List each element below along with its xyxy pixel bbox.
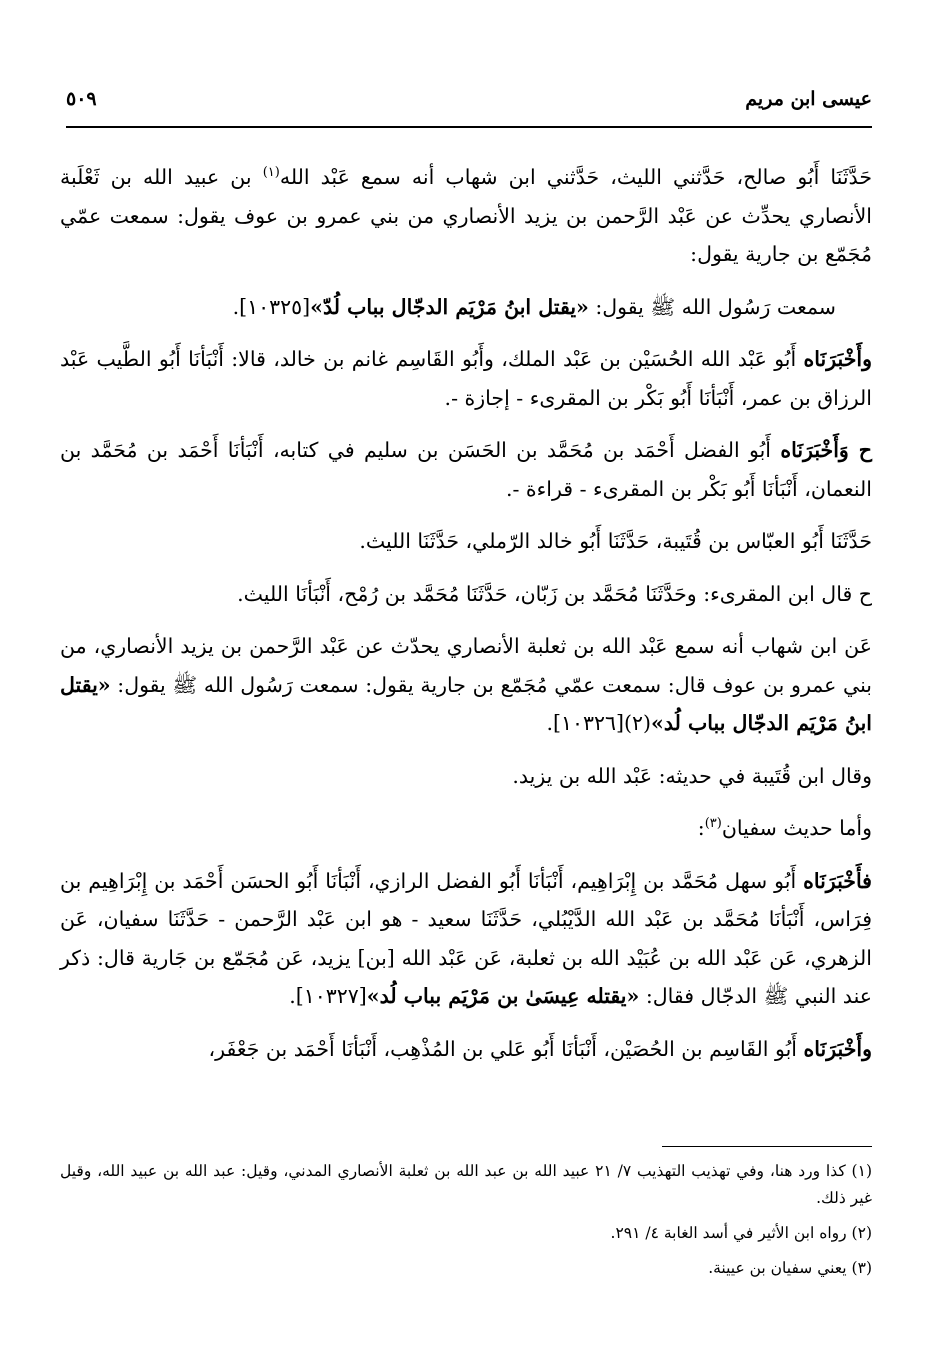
hadith-quote: «يقتله عِيسَىٰ بن مَرْيَم بباب لُد»: [366, 984, 640, 1008]
running-title: عيسى ابن مريم: [745, 88, 872, 110]
paragraph: [60, 522, 872, 561]
paragraph-text: حَدَّثَنَا أَبُو صالح، حَدَّثني الليث، حَدَّثني ابن شهاب أنه سمع عَبْد الله: [279, 165, 872, 189]
paragraph-text-cont: بن عبيد الله بن ثَعْلَبة الأنصاري يحدِّث عن عَبْد الرَّحمن بن يزيد الأنصاري من بني عمرو بن عوف يقول: سمعت عمّي مُجَمّع بن جارية يقول:: [60, 165, 872, 266]
footnote-ref: (١): [262, 165, 280, 181]
footnote-ref: (٣): [704, 816, 722, 832]
paragraph-lead: فأَخْبَرَنَاه: [803, 868, 872, 893]
paragraph-text: وأما حديث سفيان: [721, 816, 872, 840]
paragraph-text: أَبُو سهل مُحَمَّد بن إِبْرَاهِيم، أَنْبَأنَا أَبُو الفضل الرازي، أَنْبَأنَا أَبُو الحسَن أَحْمَد بن إِبْرَاهِيم بن فِرَاس، أَنْبَأنَا مُحَمَّد بن عَبْد الله الدَّيْبُلي، حَدَّثَنَا سعيد - هو ابن عَبْد الرَّحمن - حَدَّثَنَا سفيان، عَن الزهري، عَن عَبْد الله بن عُبَيْد الله بن ثعلبة، عَن عَبْد الله [بن] يزيد، عَن مُجَمّع بن جَارية قال: ذكر عند النبي ﷺ الدجّال فقال:: [60, 868, 872, 1008]
paragraph-text: أَبُو القَاسِم بن الحُصَيْن، أَنْبَأنَا أَبُو عَلي بن المُذْهِب، أَنْبَأنَا أَحْمَد بن جَعْفَر،: [208, 1036, 804, 1061]
footnote: [60, 1158, 872, 1212]
page-number: ٥٠٩: [66, 88, 97, 110]
main-text: [60, 158, 872, 1082]
paragraph-lead: وأَخْبَرَنَاه: [803, 347, 872, 371]
hadith-number: (٢)[١٠٣٢٦].: [546, 711, 652, 735]
hadith-quote: «يقتل ابنُ مَرْيَم الدجّال بباب لُدّ»: [310, 294, 589, 319]
hadith-number: [١٠٣٢٥].: [232, 294, 311, 319]
footnote: [60, 1255, 872, 1282]
paragraph-lead: ح وَأَخْبَرَنَاه: [780, 438, 872, 462]
paragraph-text: أَبُو الفضل أَحْمَد بن مُحَمَّد بن الحَسَن بن سليم في كتابه، أَنْبَأنَا أَحْمَد بن مُحَمَّد بن النعمان، أَنْبَأنَا أَبُو بَكْر بن المقرىء - قراءة -.: [60, 438, 872, 501]
footnote-number: (١): [851, 1162, 872, 1180]
paragraph: [60, 158, 872, 274]
paragraph: [60, 340, 872, 417]
footnote-text: رواه ابن الأثير في أسد الغابة ٤/ ٢٩١.: [610, 1224, 847, 1242]
hadith-number: [١٠٣٢٧].: [289, 984, 367, 1008]
footnote-number: (٢): [851, 1224, 872, 1242]
paragraph: [60, 1030, 872, 1069]
footnote: [60, 1220, 872, 1247]
paragraph-text: حَدَّثَنَا أَبُو العبّاس بن قُتَيبة، حَدَّثَنَا أَبُو خالد الرّملي، حَدَّثَنَا الليث.: [359, 529, 872, 553]
hadith-quote: «يقتل ابنُ مَرْيَم الدجّال بباب لُد»: [60, 672, 872, 735]
paragraph-text: عَن ابن شهاب أنه سمع عَبْد الله بن ثعلبة الأنصاري يحدّث عن عَبْد الرَّحمن بن يزيد الأنصاري، من بني عمرو بن عوف قال: سمعت عمّي مُجَمّع بن جارية يقول: سمعت رَسُول الله ﷺ يقول:: [60, 634, 872, 697]
paragraph-text: أَبُو عَبْد الله الحُسَيْن بن عَبْد الملك، وأَبُو القَاسِم غانم بن خالد، قالا: أَنْبَأنَا أَبُو الطَّيب عَبْد الرزاق بن عمر، أَنْبَأنَا أَبُو بَكْر بن المقرىء - إجازة -.: [60, 347, 872, 410]
paragraph: [60, 627, 872, 743]
footnotes: [60, 1158, 872, 1290]
paragraph: [60, 575, 872, 614]
header-divider: [66, 126, 872, 128]
paragraph-text-cont: :: [697, 816, 705, 840]
paragraph: [60, 809, 872, 848]
footnote-text: يعني سفيان بن عيينة.: [708, 1259, 847, 1277]
footnote-divider: [662, 1146, 872, 1147]
footnote-text: كذا ورد هنا، وفي تهذيب التهذيب ٧/ ٢١ عبيد الله بن عبد الله بن ثعلبة الأنصاري المدني، وقيل: عبد الله بن عبيد الله، وقيل غير ذلك.: [60, 1162, 872, 1207]
paragraph: [60, 431, 872, 508]
paragraph-lead: وأَخْبَرَنَاه: [803, 1036, 872, 1061]
paragraph: [60, 288, 872, 327]
paragraph: [60, 757, 872, 796]
paragraph-text: ح قال ابن المقرىء: وحَدَّثَنَا مُحَمَّد بن زَبّان، حَدَّثَنَا مُحَمَّد بن رُمْح، أَنْبَأنَا الليث.: [237, 581, 872, 606]
footnote-number: (٣): [851, 1259, 872, 1277]
paragraph: [60, 862, 872, 1016]
paragraph-text: سمعت رَسُول الله ﷺ يقول:: [588, 294, 836, 319]
paragraph-text: وقال ابن قُتَيبة في حديثه: عَبْد الله بن يزيد.: [512, 763, 872, 788]
page-header: [66, 88, 872, 122]
